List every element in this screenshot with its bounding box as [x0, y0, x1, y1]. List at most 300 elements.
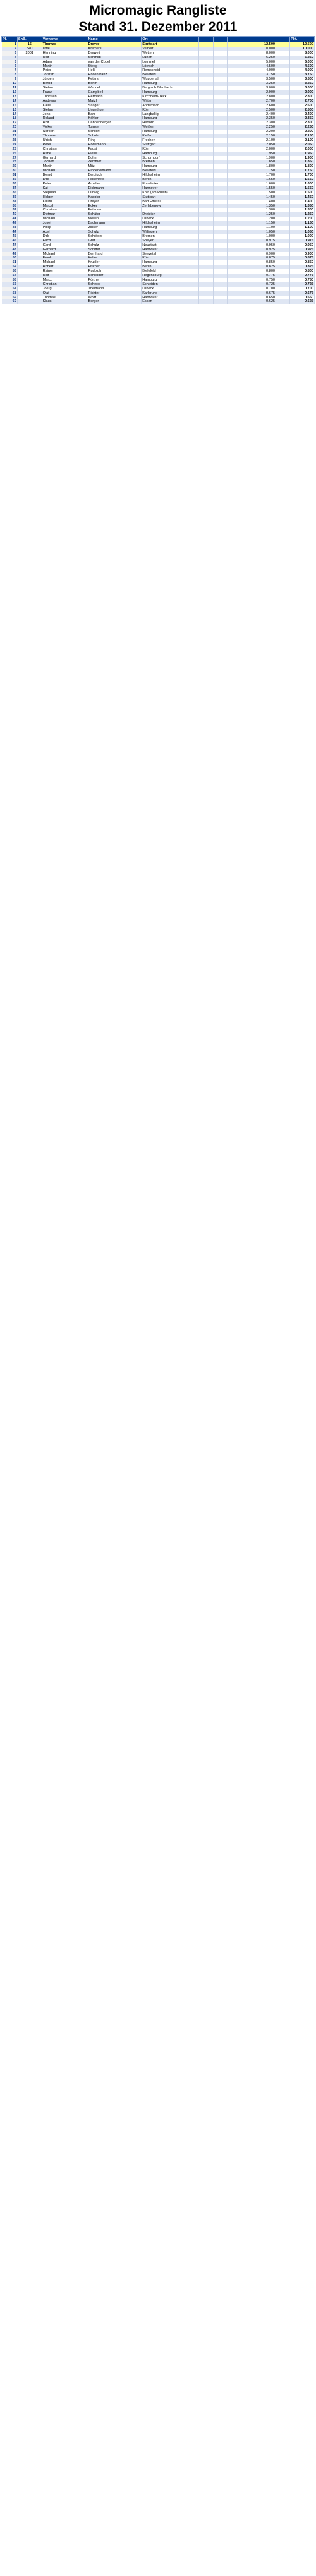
points-cell: 1.900 [290, 156, 315, 160]
table-cell [227, 116, 241, 121]
table-cell [227, 182, 241, 186]
table-cell [199, 99, 213, 104]
table-cell [276, 125, 290, 130]
table-cell [199, 152, 213, 156]
table-row [2, 77, 315, 82]
table-cell: 2001 [17, 51, 42, 56]
points-cell: 1.950 [290, 152, 315, 156]
table-cell: 1.850 [255, 160, 276, 164]
table-cell [241, 95, 255, 99]
rank-cell: 20 [2, 125, 18, 130]
table-cell: Regensburg [142, 274, 199, 278]
table-cell [17, 108, 42, 112]
table-cell: Norbert [42, 130, 87, 134]
table-cell: 0.875 [255, 256, 276, 260]
points-cell: 0.700 [290, 287, 315, 291]
table-cell [227, 130, 241, 134]
table-cell: Hannover [142, 186, 199, 191]
table-cell [227, 68, 241, 73]
table-cell: Campbell [87, 90, 142, 95]
table-cell: 2.000 [255, 147, 276, 152]
table-cell [241, 226, 255, 230]
table-row [2, 138, 315, 143]
table-cell: 1.300 [255, 208, 276, 212]
table-cell: Scherer [87, 282, 142, 287]
table-row [2, 243, 315, 248]
table-cell [227, 152, 241, 156]
table-cell [213, 51, 227, 56]
table-cell: 2.600 [255, 104, 276, 108]
table-cell [199, 125, 213, 130]
table-cell [227, 239, 241, 243]
table-cell: 0.700 [255, 287, 276, 291]
table-cell: Bad Emstal [142, 200, 199, 204]
table-cell: Lübeck [142, 217, 199, 221]
table-cell [276, 82, 290, 86]
page-subtitle: Stand 31. Dezember 2011 [78, 20, 238, 34]
table-cell [241, 186, 255, 191]
table-cell [199, 156, 213, 160]
table-cell [241, 299, 255, 304]
table-cell: Roland [42, 116, 87, 121]
table-cell: Remscheid [142, 68, 199, 73]
table-cell [17, 217, 42, 221]
table-cell [17, 147, 42, 152]
table-cell: Kruttler [87, 260, 142, 265]
table-cell: Rosenkranz [87, 73, 142, 77]
table-cell: Lommel [142, 60, 199, 64]
table-cell [199, 200, 213, 204]
table-cell: Berger [87, 299, 142, 304]
rank-cell: 53 [2, 269, 18, 274]
table-cell: 1.650 [255, 178, 276, 182]
table-cell: Wendel [87, 86, 142, 90]
table-cell [213, 60, 227, 64]
table-cell [276, 278, 290, 282]
table-row [2, 90, 315, 95]
rank-cell: 31 [2, 173, 18, 178]
rank-cell: 52 [2, 265, 18, 269]
table-cell [199, 256, 213, 260]
table-cell [199, 299, 213, 304]
rank-cell: 10 [2, 82, 18, 86]
table-cell [276, 173, 290, 178]
table-cell [199, 164, 213, 169]
rank-cell: 45 [2, 234, 18, 239]
table-cell: 2.400 [255, 112, 276, 117]
table-cell: Adam [42, 60, 87, 64]
table-cell [227, 47, 241, 51]
table-cell [213, 260, 227, 265]
rank-cell: 41 [2, 217, 18, 221]
table-cell [199, 173, 213, 178]
table-cell: Kremers [87, 47, 142, 51]
table-cell: Bernhard [87, 252, 142, 257]
table-cell [213, 234, 227, 239]
rank-cell: 29 [2, 164, 18, 169]
table-row [2, 51, 315, 56]
table-cell: Faust [87, 147, 142, 152]
points-cell: 4.000 [290, 68, 315, 73]
points-cell: 2.050 [290, 143, 315, 147]
points-cell: 2.000 [290, 147, 315, 152]
table-cell [17, 95, 42, 99]
table-row [2, 265, 315, 269]
points-cell: 1.650 [290, 178, 315, 182]
table-cell [227, 234, 241, 239]
table-cell [199, 178, 213, 182]
table-cell [227, 256, 241, 260]
table-cell [227, 86, 241, 90]
table-row [2, 169, 315, 173]
table-cell [213, 47, 227, 51]
table-row [2, 160, 315, 164]
table-cell: 1.900 [255, 156, 276, 160]
table-cell: Lörrach [142, 64, 199, 69]
table-cell: Michael [42, 217, 87, 221]
table-cell [241, 134, 255, 138]
table-cell [276, 182, 290, 186]
table-cell: Fischer [87, 265, 142, 269]
column-header [213, 37, 227, 42]
table-cell: Dannenberger [87, 121, 142, 125]
table-cell: Ungethuer [87, 108, 142, 112]
table-row [2, 291, 315, 296]
table-cell [213, 64, 227, 69]
table-cell [276, 296, 290, 300]
table-cell [241, 56, 255, 60]
table-cell [199, 195, 213, 200]
rank-cell: 8 [2, 73, 18, 77]
rank-cell: 27 [2, 156, 18, 160]
table-row [2, 256, 315, 260]
table-cell [227, 60, 241, 64]
table-cell [241, 234, 255, 239]
table-cell: Schleiden [142, 282, 199, 287]
points-cell: 0.900 [290, 252, 315, 257]
points-cell: 2.300 [290, 121, 315, 125]
rank-cell: 15 [2, 104, 18, 108]
table-cell [227, 252, 241, 257]
table-cell [17, 104, 42, 108]
table-cell: Franz [42, 90, 87, 95]
table-cell: 1.250 [255, 212, 276, 217]
table-cell [17, 138, 42, 143]
table-cell: Jens [42, 112, 87, 117]
table-row [2, 287, 315, 291]
points-cell: 0.750 [290, 278, 315, 282]
table-cell [199, 56, 213, 60]
table-cell [241, 200, 255, 204]
table-cell [199, 243, 213, 248]
table-cell [199, 112, 213, 117]
table-cell [227, 186, 241, 191]
table-cell [17, 60, 42, 64]
table-cell: Hildesheim [142, 221, 199, 226]
table-cell: Köln [142, 147, 199, 152]
table-cell [17, 208, 42, 212]
table-cell [213, 212, 227, 217]
table-cell: Pless [87, 152, 142, 156]
table-row [2, 260, 315, 265]
rank-cell: 13 [2, 95, 18, 99]
table-cell [241, 138, 255, 143]
points-cell: 0.625 [290, 299, 315, 304]
table-row [2, 278, 315, 282]
table-cell [213, 82, 227, 86]
table-cell: Köln [142, 108, 199, 112]
table-cell [17, 282, 42, 287]
table-cell [227, 282, 241, 287]
table-cell: Stuttgart [142, 42, 199, 47]
table-cell [227, 248, 241, 252]
table-row [2, 143, 315, 147]
table-row [2, 252, 315, 257]
table-cell [276, 243, 290, 248]
table-cell [276, 169, 290, 173]
table-cell: Lübeck [142, 287, 199, 291]
table-cell: Frank [42, 256, 87, 260]
points-cell: 5.000 [290, 60, 315, 64]
table-cell [241, 47, 255, 51]
rank-cell: 2 [2, 47, 18, 51]
table-cell: Kai [42, 186, 87, 191]
table-cell: Torsten [42, 73, 87, 77]
table-row [2, 60, 315, 64]
table-cell [17, 221, 42, 226]
rank-cell: 46 [2, 239, 18, 243]
table-cell [227, 208, 241, 212]
table-cell: Peter [42, 68, 87, 73]
table-cell [276, 299, 290, 304]
table-row [2, 200, 315, 204]
table-cell [241, 169, 255, 173]
table-cell [199, 160, 213, 164]
table-cell [213, 291, 227, 296]
table-cell [199, 287, 213, 291]
table-cell [276, 252, 290, 257]
points-cell: 3.500 [290, 77, 315, 82]
table-row [2, 130, 315, 134]
table-cell [199, 95, 213, 99]
table-cell [199, 130, 213, 134]
column-header [276, 37, 290, 42]
table-cell: 0.925 [255, 248, 276, 252]
table-cell: Hannover [142, 248, 199, 252]
table-cell [17, 269, 42, 274]
table-header-row [2, 37, 315, 42]
table-cell [17, 169, 42, 173]
rank-cell: 51 [2, 260, 18, 265]
table-cell: Michael [42, 169, 87, 173]
table-cell [17, 230, 42, 234]
table-cell: Seevetal [142, 252, 199, 257]
table-cell [213, 299, 227, 304]
table-cell: Martin [42, 164, 87, 169]
table-cell [276, 77, 290, 82]
table-cell [199, 282, 213, 287]
table-cell: 5.000 [255, 60, 276, 64]
table-cell [199, 182, 213, 186]
table-cell [276, 269, 290, 274]
table-cell: Christian [42, 282, 87, 287]
table-cell: Köln [142, 256, 199, 260]
table-cell: Hamburg [142, 260, 199, 265]
points-cell: 1.850 [290, 160, 315, 164]
table-cell [17, 130, 42, 134]
column-header: ShB. [17, 37, 42, 42]
rank-cell: 43 [2, 226, 18, 230]
table-cell: Peters [87, 77, 142, 82]
table-cell [213, 248, 227, 252]
table-cell [241, 143, 255, 147]
table-cell [17, 226, 42, 230]
table-cell [199, 274, 213, 278]
table-row [2, 226, 315, 230]
table-cell [227, 164, 241, 169]
table-cell [17, 143, 42, 147]
table-cell: Jürgen [42, 77, 87, 82]
table-cell: Hamburg [142, 152, 199, 156]
points-cell: 1.400 [290, 200, 315, 204]
rank-cell: 12 [2, 90, 18, 95]
table-cell [213, 282, 227, 287]
table-cell: 0.950 [255, 243, 276, 248]
table-cell: Dietmar [42, 212, 87, 217]
table-cell [227, 90, 241, 95]
column-header: Name [87, 37, 142, 42]
table-cell [241, 64, 255, 69]
table-cell: Andreas [42, 99, 87, 104]
points-cell: 2.700 [290, 99, 315, 104]
points-cell: 12.500 [290, 42, 315, 47]
rank-cell: 50 [2, 256, 18, 260]
table-cell [213, 112, 227, 117]
table-cell: Hamburg [142, 82, 199, 86]
table-cell [241, 86, 255, 90]
table-cell [241, 173, 255, 178]
rank-cell: 17 [2, 112, 18, 117]
table-cell [276, 217, 290, 221]
table-cell [199, 147, 213, 152]
points-cell: 0.650 [290, 296, 315, 300]
table-cell [213, 256, 227, 260]
table-cell [227, 212, 241, 217]
table-cell: Bielefeld [142, 169, 199, 173]
table-row [2, 230, 315, 234]
table-cell [213, 200, 227, 204]
table-cell [213, 252, 227, 257]
table-cell [276, 256, 290, 260]
points-cell: 1.150 [290, 221, 315, 226]
table-cell: Jochen [42, 160, 87, 164]
table-cell: 1.450 [255, 195, 276, 200]
table-cell [227, 160, 241, 164]
table-cell [213, 169, 227, 173]
table-cell [199, 116, 213, 121]
table-cell [213, 121, 227, 125]
table-cell: Schlicht [87, 130, 142, 134]
table-cell: 1.350 [255, 204, 276, 209]
table-row [2, 64, 315, 69]
table-cell [227, 169, 241, 173]
table-cell [17, 152, 42, 156]
table-cell: Rene [42, 152, 87, 156]
table-cell [276, 204, 290, 209]
table-cell: Peter [42, 182, 87, 186]
points-cell: 0.800 [290, 269, 315, 274]
table-cell: Kalle [42, 104, 87, 108]
table-cell [241, 112, 255, 117]
table-cell [213, 95, 227, 99]
table-cell: van der Cogel [87, 60, 142, 64]
table-cell: 12.500 [255, 42, 276, 47]
table-row [2, 208, 315, 212]
table-cell [241, 265, 255, 269]
points-cell: 1.050 [290, 230, 315, 234]
column-header [241, 37, 255, 42]
table-cell [241, 287, 255, 291]
table-cell: Herford [142, 121, 199, 125]
table-cell [213, 186, 227, 191]
table-cell [276, 60, 290, 64]
table-cell [241, 282, 255, 287]
table-cell [213, 195, 227, 200]
table-cell: 0.800 [255, 269, 276, 274]
table-cell [227, 291, 241, 296]
rank-cell: 26 [2, 152, 18, 156]
table-cell [241, 104, 255, 108]
table-cell [17, 195, 42, 200]
table-cell: 0.750 [255, 278, 276, 282]
table-cell [241, 296, 255, 300]
table-cell: Wolff [87, 296, 142, 300]
table-cell: Felsenfeld [87, 178, 142, 182]
points-cell: 0.875 [290, 256, 315, 260]
table-cell: Schiffer [87, 248, 142, 252]
table-cell: Mellen [87, 217, 142, 221]
table-cell [227, 77, 241, 82]
table-cell [227, 156, 241, 160]
table-cell: 1.000 [255, 234, 276, 239]
table-cell: Eichmann [87, 186, 142, 191]
table-cell [227, 64, 241, 69]
table-cell [241, 77, 255, 82]
table-cell [241, 221, 255, 226]
rank-cell: 9 [2, 77, 18, 82]
rank-cell: 37 [2, 200, 18, 204]
table-cell [276, 191, 290, 195]
table-cell [276, 121, 290, 125]
rank-cell: 57 [2, 287, 18, 291]
table-cell: Barz [87, 112, 142, 117]
table-cell [17, 82, 42, 86]
points-cell: 6.250 [290, 56, 315, 60]
table-cell [199, 296, 213, 300]
table-cell [276, 138, 290, 143]
points-cell: 0.925 [290, 248, 315, 252]
table-cell: Stephan [42, 191, 87, 195]
rank-cell: 55 [2, 278, 18, 282]
points-cell: 0.725 [290, 282, 315, 287]
table-cell [241, 125, 255, 130]
table-cell [241, 230, 255, 234]
table-cell [199, 260, 213, 265]
table-cell [241, 116, 255, 121]
table-cell [276, 248, 290, 252]
table-cell [241, 217, 255, 221]
table-cell [276, 56, 290, 60]
